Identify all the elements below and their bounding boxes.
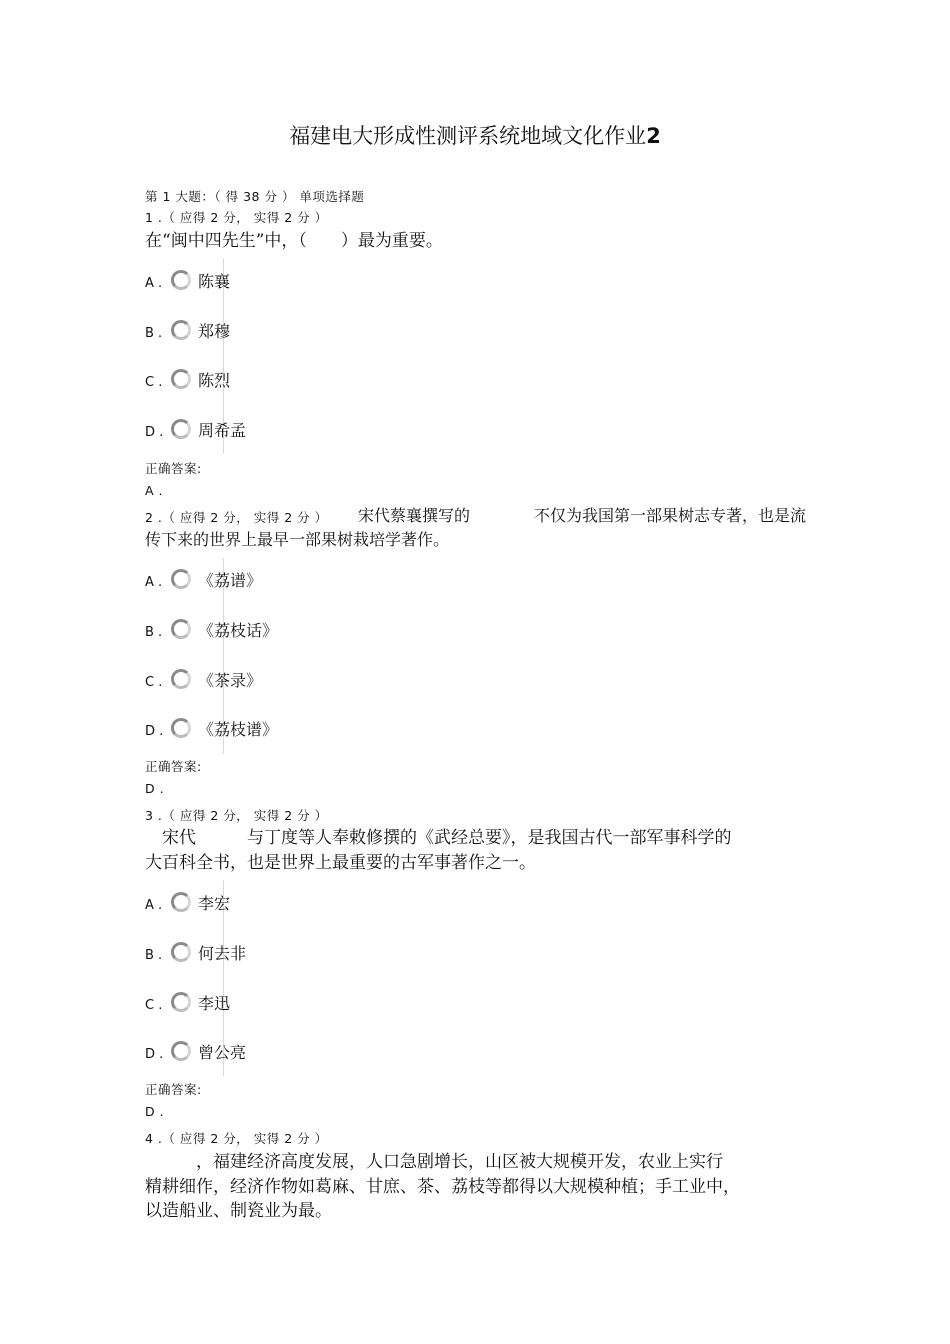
radio-button[interactable]	[171, 270, 191, 290]
option-label: 陈烈	[198, 371, 231, 390]
question-1-text: 在“闽中四先生”中，（ ）最为重要。	[145, 231, 443, 251]
option-letter: C .	[145, 375, 163, 390]
question-4-text-cont: 精耕细作，经济作物如葛麻、甘庶、茶、荔枝等都得以大规模种植；手工业中，	[145, 1177, 740, 1197]
question-3-meta: 3 .（ 应得 2 分， 实得 2 分 ）	[145, 808, 328, 823]
option-label: 陈襄	[198, 272, 231, 291]
radio-button[interactable]	[171, 1041, 191, 1061]
radio-button[interactable]	[171, 942, 191, 962]
option-label: 李宏	[198, 894, 231, 913]
question-2-text-cont: 传下来的世界上最早一部果树栽培学著作。	[145, 530, 450, 549]
question-3-text-cont: 大百科全书，也是世界上最重要的古军事著作之一。	[145, 853, 536, 873]
option-letter: A .	[145, 575, 163, 590]
question-2-meta: 2 .（ 应得 2 分， 实得 2 分 ）	[145, 510, 328, 525]
answer-value: D .	[145, 1104, 165, 1119]
option-label: 《荔谱》	[198, 571, 263, 590]
option-letter: B .	[145, 625, 163, 640]
option-letter: A .	[145, 276, 163, 291]
question-4-meta: 4 .（ 应得 2 分， 实得 2 分 ）	[145, 1131, 328, 1146]
option-label: 李迅	[198, 994, 231, 1013]
radio-button[interactable]	[171, 992, 191, 1012]
title-number: 2	[646, 124, 661, 148]
question-4-text-cont2: 以造船业、制瓷业为最。	[145, 1201, 332, 1221]
option-label: 《茶录》	[198, 671, 263, 690]
radio-button[interactable]	[171, 369, 191, 389]
option-letter: D .	[145, 425, 164, 440]
option-letter: B .	[145, 948, 163, 963]
answer-label: 正确答案:	[145, 461, 202, 476]
radio-button[interactable]	[171, 569, 191, 589]
radio-button[interactable]	[171, 892, 191, 912]
question-2-text: 宋代蔡襄撰写的 不仅为我国第一部果树志专著，也是流	[358, 506, 807, 525]
option-letter: C .	[145, 998, 163, 1013]
radio-button[interactable]	[171, 419, 191, 439]
answer-value: A .	[145, 483, 163, 498]
radio-button[interactable]	[171, 619, 191, 639]
radio-button[interactable]	[171, 718, 191, 738]
option-letter: C .	[145, 675, 163, 690]
question-1-meta: 1 .（ 应得 2 分， 实得 2 分 ）	[145, 210, 328, 225]
page-title	[0, 120, 950, 150]
option-letter: A .	[145, 898, 163, 913]
radio-button[interactable]	[171, 669, 191, 689]
option-label: 郑穆	[198, 322, 231, 341]
option-label: 《荔枝谱》	[198, 720, 279, 739]
option-letter: B .	[145, 326, 163, 341]
answer-label: 正确答案:	[145, 1082, 202, 1097]
answer-label: 正确答案:	[145, 759, 202, 774]
title-text: 福建电大形成性测评系统地域文化作业	[289, 124, 647, 148]
option-label: 周希孟	[198, 421, 247, 440]
option-label: 何去非	[198, 944, 247, 963]
radio-button[interactable]	[171, 320, 191, 340]
option-label: 《荔枝话》	[198, 621, 279, 640]
option-letter: D .	[145, 724, 164, 739]
section-header: 第 1 大题：（ 得 38 分 ） 单项选择题	[145, 189, 365, 204]
question-3-text: 宋代 与丁度等人奉敕修撰的《武经总要》，是我国古代一部军事科学的	[145, 828, 732, 848]
question-4-text: ，福建经济高度发展，人口急剧增长，山区被大规模开发，农业上实行	[145, 1152, 723, 1172]
option-label: 曾公亮	[198, 1043, 247, 1062]
option-letter: D .	[145, 1047, 164, 1062]
answer-value: D .	[145, 781, 165, 796]
